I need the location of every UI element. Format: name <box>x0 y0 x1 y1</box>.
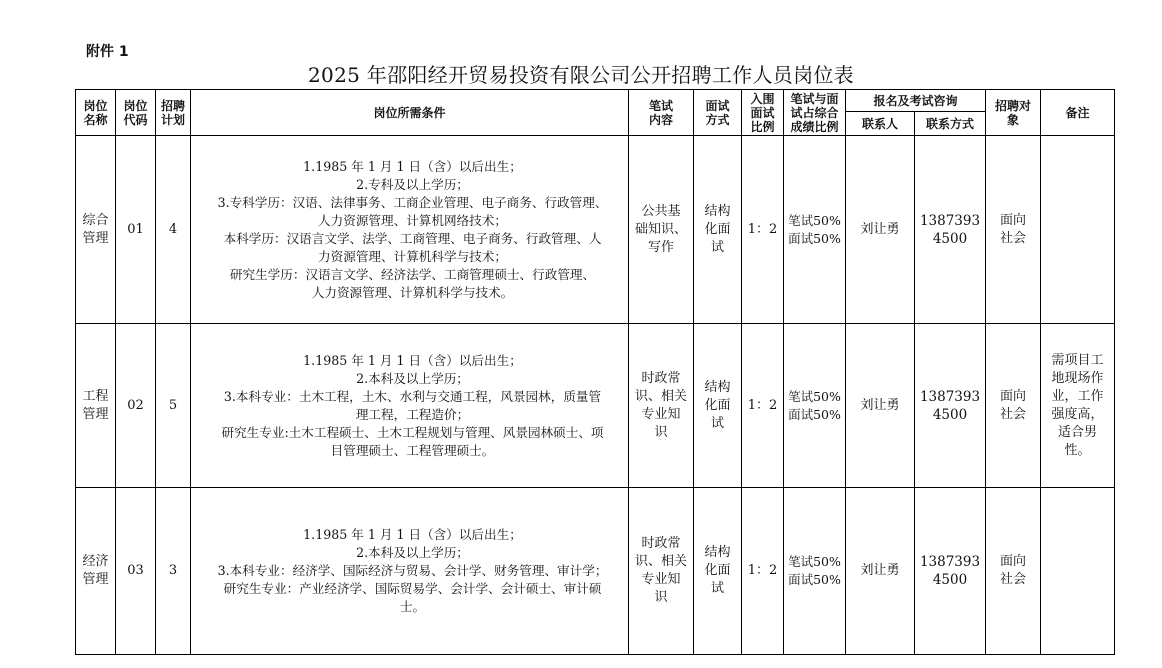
cell-target: 面向 社会 <box>986 488 1041 655</box>
header-interview-method: 面试 方式 <box>694 90 742 136</box>
cell-interview-method: 结构 化面 试 <box>694 324 742 488</box>
cell-note <box>1041 136 1115 324</box>
header-score-ratio: 笔试与面 试占综合 成绩比例 <box>784 90 846 136</box>
cell-interview-method: 结构 化面 试 <box>694 488 742 655</box>
cell-position-code: 03 <box>116 488 156 655</box>
cell-hiring-plan: 5 <box>156 324 191 488</box>
cell-score-ratio: 笔试50% 面试50% <box>784 324 846 488</box>
cell-phone: 1387393 4500 <box>915 324 986 488</box>
cell-contact: 刘让勇 <box>846 488 915 655</box>
position-table <box>75 89 1115 655</box>
cell-exam-content: 时政常 识、相关 专业知 识 <box>629 324 694 488</box>
cell-hiring-plan: 4 <box>156 136 191 324</box>
cell-contact: 刘让勇 <box>846 136 915 324</box>
cell-contact: 刘让勇 <box>846 324 915 488</box>
header-phone: 联系方式 <box>915 112 986 136</box>
cell-interview-method: 结构 化面 试 <box>694 136 742 324</box>
header-position-name: 岗位 名称 <box>76 90 116 136</box>
cell-score-ratio: 笔试50% 面试50% <box>784 136 846 324</box>
cell-position-name: 工程 管理 <box>76 324 116 488</box>
cell-target: 面向 社会 <box>986 324 1041 488</box>
attachment-label: 附件 1 <box>86 44 129 60</box>
cell-position-code: 02 <box>116 324 156 488</box>
cell-exam-content: 时政常 识、相关 专业知 识 <box>629 488 694 655</box>
cell-note <box>1041 488 1115 655</box>
header-note: 备注 <box>1041 90 1115 136</box>
cell-exam-content: 公共基 础知识、 写作 <box>629 136 694 324</box>
cell-position-name: 综合 管理 <box>76 136 116 324</box>
header-hiring-plan: 招聘 计划 <box>156 90 191 136</box>
cell-requirements: 1.1985 年 1 月 1 日（含）以后出生； 2.专科及以上学历； 3.专科学历：汉语、法律事务、工商企业管理、电子商务、行政管理、 人力资源管理、计算机网络技术； 本科学历：汉语言文学、法学、工商管理、电子商务、行政管理、人 力资源管理、计算机科学与技术； 研究生学历：汉语言文学、经济法学、工商管理硕士、行政管理、 人力资源管理、计算机科学与技术。 <box>191 136 629 324</box>
cell-phone: 1387393 4500 <box>915 488 986 655</box>
cell-hiring-plan: 3 <box>156 488 191 655</box>
cell-phone: 1387393 4500 <box>915 136 986 324</box>
cell-interview-ratio: 1：2 <box>742 324 784 488</box>
table-row <box>76 488 1115 655</box>
header-interview-ratio: 入围 面试 比例 <box>742 90 784 136</box>
cell-interview-ratio: 1：2 <box>742 136 784 324</box>
header-exam-content: 笔试 内容 <box>629 90 694 136</box>
cell-requirements: 1.1985 年 1 月 1 日（含）以后出生； 2.本科及以上学历； 3.本科专业：经济学、国际经济与贸易、会计学、财务管理、审计学； 研究生专业：产业经济学、国际贸易学、会计学、会计硕士、审计硕 士。 <box>191 488 629 655</box>
cell-position-code: 01 <box>116 136 156 324</box>
header-target: 招聘对 象 <box>986 90 1041 136</box>
cell-position-name: 经济 管理 <box>76 488 116 655</box>
header-row <box>76 90 1115 112</box>
table-row <box>76 136 1115 324</box>
cell-target: 面向 社会 <box>986 136 1041 324</box>
header-consultation: 报名及考试咨询 <box>846 90 986 112</box>
cell-note: 需项目工 地现场作 业，工作 强度高， 适合男 性。 <box>1041 324 1115 488</box>
table-row <box>76 324 1115 488</box>
page-title: 2025 年邵阳经开贸易投资有限公司公开招聘工作人员岗位表 <box>308 63 854 87</box>
cell-interview-ratio: 1：2 <box>742 488 784 655</box>
cell-score-ratio: 笔试50% 面试50% <box>784 488 846 655</box>
header-contact: 联系人 <box>846 112 915 136</box>
cell-requirements: 1.1985 年 1 月 1 日（含）以后出生； 2.本科及以上学历； 3.本科专业：土木工程，土木、水利与交通工程，风景园林，质量管 理工程，工程造价； 研究生专业:土木工程硕士、土木工程规划与管理、风景园林硕士、项 目管理硕士、工程管理硕士。 <box>191 324 629 488</box>
header-position-code: 岗位 代码 <box>116 90 156 136</box>
header-requirements: 岗位所需条件 <box>191 90 629 136</box>
